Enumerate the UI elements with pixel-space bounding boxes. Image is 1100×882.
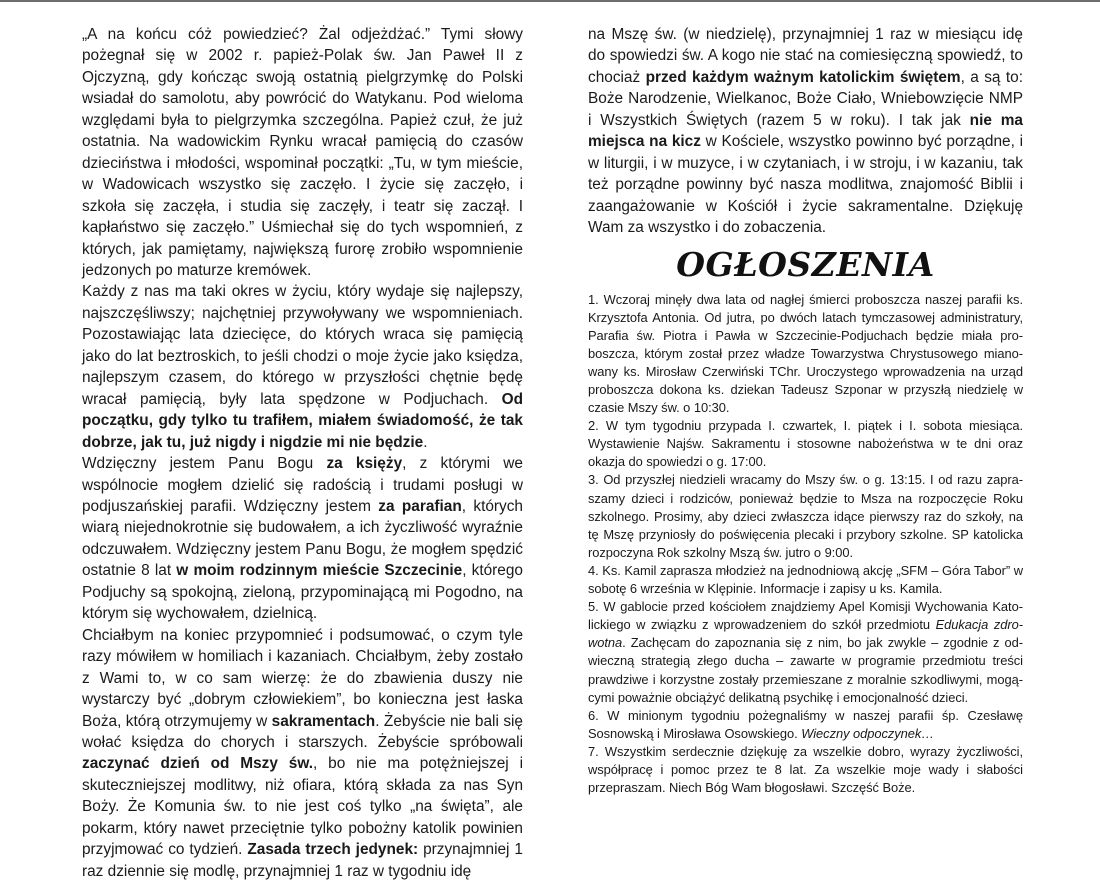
text-run: 3. Od przyszłej niedzieli wracamy do Mszy św. o g. 13:15. I od razu zapraszamy dzieci i rodziców, ponieważ będzie to Msza na rozpoczęcie Roku szkolnego. Prosimy, aby dzieci zwłaszcza idące pierwszy raz do szkoły, na tę Mszę przyniosły do poświęcenia plecaki i przybory szkolne. SP katolicka rozpoczyna Rok szkolny Mszą św. jutro o 9:00. (588, 472, 1023, 560)
text-run: , których wiarą niejednokrotnie się budowałem, a ich życzliwość wyraźnie odczuwałem. Wdzięczny jestem Panu Bogu, że mogłem spędzić ostatnie 8 lat (82, 497, 523, 580)
announcements-list (588, 291, 1023, 798)
page-top-border (0, 0, 1100, 2)
announcement-item (588, 417, 1023, 471)
announcement-item (588, 562, 1023, 598)
announcements-heading: OGŁOSZENIA (676, 244, 935, 284)
text-run: 2. W tym tygodniu przypada I. czwartek, I. piątek i I. sobota miesiąca. Wystawienie Najśw. Sakramentu i stosowne nabożeństwa w te dni oraz okazja do spowiedzi o g. 17:00. (588, 418, 1023, 470)
announcement-item (588, 291, 1023, 418)
text-run: „A na końcu cóż powiedzieć? Żal odjeżdżać.” Tymi słowy pożegnał się w 2002 r. papież-Polak św. Jan Paweł II z Ojczyzną, gdy kończąc swoją ostatnią pielgrzymkę do Polski wsiadał do samolotu, aby powrócić do Watykanu. Pod wieloma względami była to pielgrzymka szczególna. Papież czuł, że już ostatnia. Na wadowickim Rynku wracał pamięcią do czasów dzieciństwa i młodości, wspominał początki: „Tu, w tym mieście, w Wadowicach wszystko się zaczęło. I życie się zaczęło, i szkoła się zaczęła, i studia się zaczęły, i teatr się zaczął. I kapłaństwo się zaczęło.” Uśmiechał się do tych wspomnień, z których, jak pamiętamy, największą furorę zrobiło wspomnienie jedzonych po maturze kremówek. (82, 26, 523, 279)
text-run: 6. W minionym tygodniu pożegnaliśmy w naszej parafii śp. Czesławę Sosnowską i Mirosława Osowskiego. (588, 707, 1023, 741)
text-run: , bo nie ma potężniejszej i skuteczniejszej modlitwy, niż ofiara, którą składa za nas Syn Boży. Że Komunia św. to nie jest coś tylko „na święta”, ale pokarm, który nawet przeciętnie tylko pobożny katolik powinien przyjmować co tydzień. (82, 755, 523, 859)
text-run: . (423, 433, 428, 451)
text-run: , którego Podjuchy są spokojną, zieloną, przypominającą mi Pogodno, na którym się wychowałem, dzielnicą. (82, 562, 523, 623)
paragraph-best-years (82, 281, 523, 453)
left-column (82, 24, 523, 882)
text-run: przynajmniej 1 raz dziennie się modlę, przynajmniej 1 raz w tygodniu idę (82, 841, 523, 880)
bold-emphasis: nie ma miejsca na kicz (588, 111, 1023, 151)
announcement-item (588, 598, 1023, 707)
right-column (588, 24, 1023, 797)
bold-emphasis: za księży (326, 455, 403, 473)
bold-emphasis: Od początku, gdy tylko tu trafiłem, miałem świadomość, że tak dobrze, jak tu, już nigdy i nigdzie mi nie będzie (82, 390, 523, 451)
text-run: 4. Ks. Kamil zaprasza młodzież na jednodniową akcję „SFM – Góra Tabor” w sobotę 6 września w Klępinie. Informacje i zapisy u ks. Kamila. (588, 562, 1023, 597)
bold-emphasis: za parafian (378, 497, 462, 515)
text-run: . Żebyście nie bali się wołać księdza do chorych i starszych. Żebyście spróbowali (82, 712, 523, 751)
text-run: . Zachęcam do zapoznania się z nim, bo jak zwykle – zgodnie z odwieczną strategią złego ducha – zawarte w programie przedmiotu treści prawdziwe i korzystne zostały przemieszane z moralnie szkodliwymi, mogącymi poważnie obciążyć delikatną psychikę i emocjonalność dzieci. (588, 635, 1023, 705)
announcement-item (588, 707, 1023, 743)
text-run: Każdy z nas ma taki okres w życiu, który wydaje się najlepszy, najszczęśliwszy; najchętniej przywoływany we wspomnieniach. Pozostawiając lata dziecięce, do których wraca się pamięcią jako do lat beztroskich, to jeśli chodzi o moje życie jako księdza, najlepszym czasem, do którego w przyszłości chętnie będę wracał pamięcią, były lata spędzone w Podjuchach. (82, 283, 523, 408)
text-run: , a są to: Boże Narodzenie, Wielkanoc, Boże Ciało, Wniebowzięcie NMP i Wszystkich Świętych (razem 5 w roku). I tak jak (588, 68, 1023, 129)
bold-emphasis: przed każdym ważnym katolickim świętem (645, 68, 961, 86)
announcement-item (588, 743, 1023, 797)
bold-emphasis: zaczynać dzień od Mszy św. (82, 755, 314, 773)
bold-emphasis: w moim rodzinnym mieście Szczecinie (176, 562, 463, 580)
text-run: Chciałbym na koniec przypomnieć i podsumować, o czym tyle razy mówiłem w homiliach i kazaniach. Chciałbym, żeby zostało z Wami to, w co sam wierzę: że do zbawienia duszy nie wystarczy być „dobrym człowiekiem”, bo konieczna jest łaska Boża, którą otrzymujemy w (82, 626, 523, 730)
text-run: na Mszę św. (w niedzielę), przynajmniej 1 raz w miesiącu idę do spowiedzi św. A kogo nie stać na comiesięczną spowiedź, to chociaż (588, 26, 1023, 86)
paragraph-continuation (588, 24, 1023, 239)
text-run: 7. Wszystkim serdecznie dziękuję za wszelkie dobro, wyrazy życzliwości, współpracę i pomoc przez te 8 lat. Za wszelkie moje wady i słabości przepraszam. Niech Bóg Wam błogosławi. Szczęść Boże. (588, 743, 1023, 796)
paragraph-gratitude (82, 453, 523, 625)
text-run: Wdzięczny jestem Panu Bogu (82, 455, 327, 473)
paragraph-final-summary (82, 625, 523, 882)
text-run: 5. W gablocie przed kościołem znajdziemy Apel Komisji Wychowania Katolickiego w związku z wprowadzeniem do szkół przedmiotu (588, 599, 1023, 633)
italic-emphasis: Edukacja zdrowotna (588, 617, 1023, 651)
bold-emphasis: sakramentach (271, 712, 376, 730)
paragraph-farewell-quote (82, 24, 523, 281)
text-run: 1. Wczoraj minęły dwa lata od nagłej śmierci proboszcza naszej parafii ks. Krzysztofa Antonia. Od jutra, po dwóch latach tymczasowej administratury, Parafia św. Piotra i Pawła w Szczecinie-Podjuchach będzie miała proboszcza, którym został przez władze Towarzystwa Chrystusowego mianowany ks. Mirosław Czerwiński TChr. Uroczystego wprowadzenia na urząd proboszcza dokona ks. dziekan Tadeusz Szponar w przyszłą niedzielę w czasie Mszy św. o 10:30. (588, 291, 1023, 416)
text-run: w Kościele, wszystko powinno być porządne, i w liturgii, i w muzyce, i w czytaniach, i w stroju, i w kazaniu, tak też porządne powinny być nasza modlitwa, znajomość Biblii i zaangażowanie w Kościół i życie sakramentalne. Dziękuję Wam za wszystko i do zobaczenia. (588, 133, 1024, 237)
bold-emphasis: Zasada trzech jedynek: (247, 841, 419, 859)
text-run: , z którymi we wspólnocie mogłem dzielić się radością i trudami posługi w podjuszańskiej parafii. Wdzięczny jestem (82, 455, 523, 515)
italic-emphasis: Wieczny odpoczynek… (801, 725, 935, 741)
announcement-item (588, 471, 1023, 561)
